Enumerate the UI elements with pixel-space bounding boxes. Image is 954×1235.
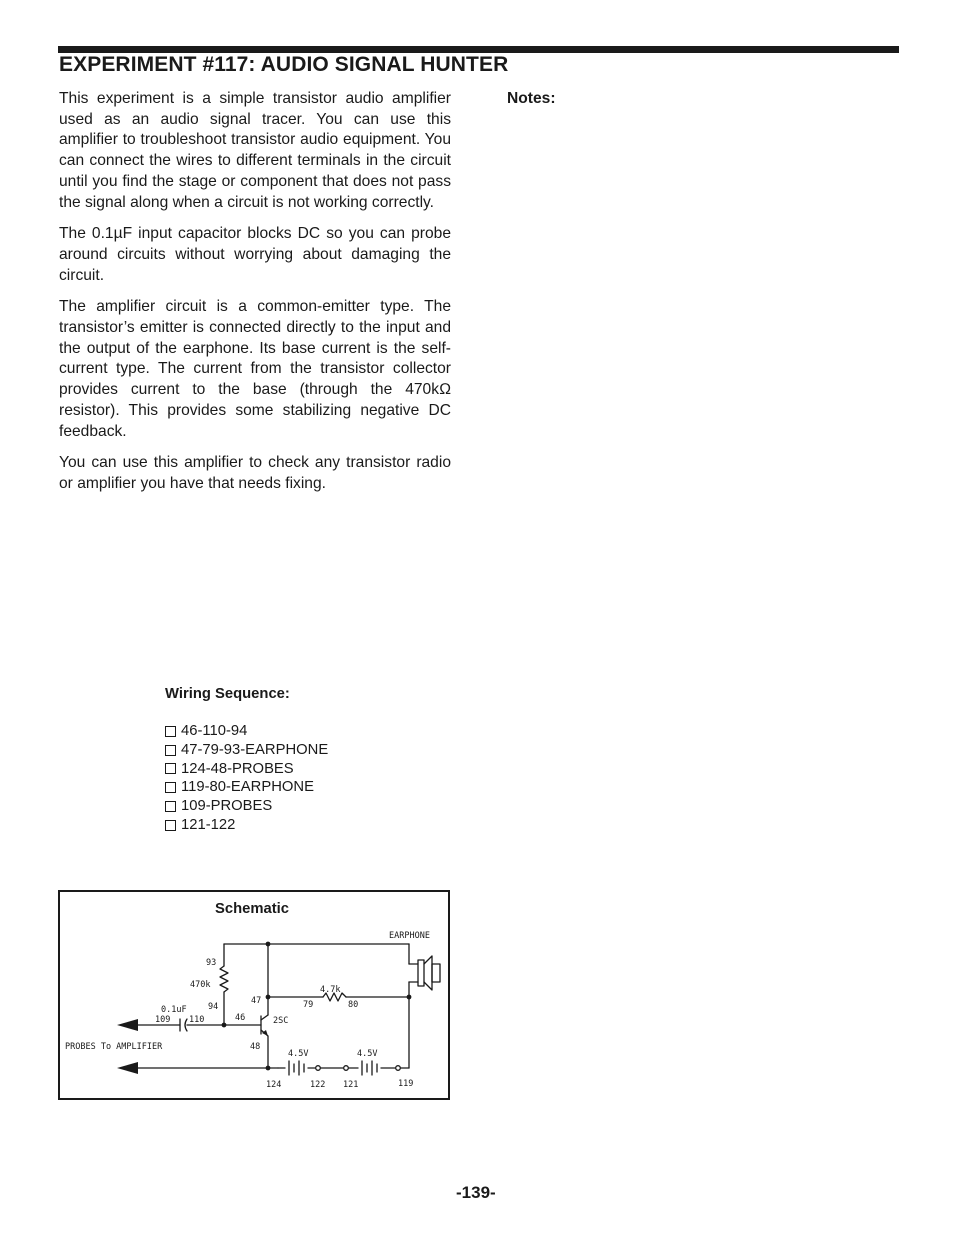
resistor-470k-label: 470k [190, 980, 211, 990]
checkbox-icon[interactable] [165, 820, 176, 831]
wiring-item-label: 109-PROBES [181, 798, 273, 815]
page-number: -139- [456, 1183, 496, 1202]
battery-1-label: 4.5V [288, 1049, 309, 1059]
checkbox-icon[interactable] [165, 801, 176, 812]
terminal-79-label: 79 [303, 1000, 314, 1010]
wiring-item [165, 760, 328, 779]
wiring-item [165, 778, 328, 797]
wiring-item-label: 121-122 [181, 816, 236, 833]
wiring-item-label: 124-48-PROBES [181, 760, 294, 777]
schematic-box [58, 890, 450, 1100]
body-text [59, 89, 451, 506]
terminal-121-label: 121 [343, 1080, 359, 1090]
wiring-item-label: 47-79-93-EARPHONE [181, 741, 329, 758]
terminal-46-label: 46 [235, 1013, 246, 1023]
terminal-109-label: 109 [155, 1015, 171, 1025]
terminal-122-label: 122 [310, 1080, 326, 1090]
schematic-diagram [60, 892, 448, 1098]
checkbox-icon[interactable] [165, 763, 176, 774]
wiring-item [165, 741, 328, 760]
terminal-124-label: 124 [266, 1080, 282, 1090]
wiring-item [165, 797, 328, 816]
schematic-title: Schematic [214, 901, 290, 917]
terminal-94-label: 94 [208, 1002, 219, 1012]
battery-2-label: 4.5V [357, 1049, 378, 1059]
checkbox-icon[interactable] [165, 782, 176, 793]
terminal-47-label: 47 [251, 996, 262, 1006]
earphone-label: EARPHONE [389, 931, 430, 941]
transistor-label: 2SC [273, 1016, 289, 1026]
terminal-48-label: 48 [250, 1042, 261, 1052]
wiring-item [165, 722, 328, 741]
paragraph: The 0.1µF input capacitor blocks DC so you can probe around circuits without worrying about damaging the circuit. [59, 225, 451, 284]
page-title: EXPERIMENT #117: AUDIO SIGNAL HUNTER [59, 53, 509, 76]
terminal-93-label: 93 [206, 958, 217, 968]
checkbox-icon[interactable] [165, 726, 176, 737]
checkbox-icon[interactable] [165, 745, 176, 756]
top-rule [58, 46, 899, 53]
terminal-80-label: 80 [348, 1000, 359, 1010]
probes-label: PROBES To AMPLIFIER [65, 1042, 163, 1052]
capacitor-label: 0.1uF [161, 1005, 187, 1015]
notes-label: Notes: [507, 90, 556, 107]
terminal-119-label: 119 [398, 1079, 414, 1089]
wiring-item-label: 119-80-EARPHONE [181, 779, 314, 796]
terminal-110-label: 110 [189, 1015, 205, 1025]
paragraph: The amplifier circuit is a common-emitter type. The transistor’s emitter is connected directly to the input and the output of the earphone. Its base current is the self-current type. The current from the transistor collector provides current to the base (through the 470kΩ resistor). This provides some stabilizing negative DC feedback. [59, 298, 451, 440]
wiring-sequence [165, 686, 328, 835]
wiring-item [165, 816, 328, 835]
paragraph: This experiment is a simple transistor audio amplifier used as an audio signal tracer. You can use this amplifier to troubleshoot transistor audio equipment. You can connect the wires to different terminals in the circuit until you find the stage or component that does not pass the signal along when a circuit is not working correctly. [59, 90, 451, 211]
resistor-4-7k-label: 4.7k [320, 985, 341, 995]
wiring-item-label: 46-110-94 [181, 723, 248, 739]
wiring-list [165, 722, 328, 835]
wiring-title: Wiring Sequence: [165, 686, 290, 702]
paragraph: You can use this amplifier to check any transistor radio or amplifier you have that needs fixing. [59, 454, 451, 492]
